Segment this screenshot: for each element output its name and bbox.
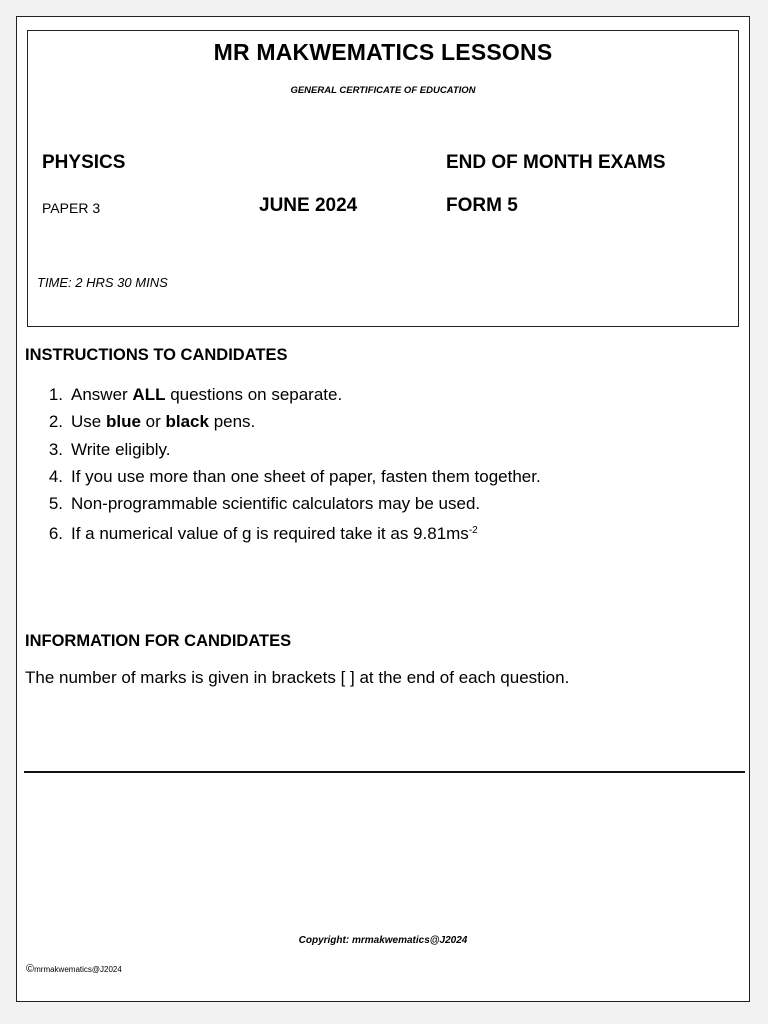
exam-date: JUNE 2024 bbox=[259, 195, 358, 216]
instruction-number: 2. bbox=[48, 412, 63, 432]
instruction-emphasis: black bbox=[165, 412, 209, 432]
instruction-text: Use bbox=[71, 412, 106, 432]
instruction-emphasis: ALL bbox=[132, 385, 166, 404]
instruction-emphasis: blue bbox=[105, 412, 141, 432]
instructions-list bbox=[25, 381, 541, 545]
instruction-item bbox=[25, 517, 541, 544]
instruction-text: questions on separate. bbox=[165, 385, 343, 404]
exam-cover-page bbox=[16, 16, 750, 1002]
instruction-number: 3. bbox=[48, 439, 63, 459]
information-text: The number of marks is given in brackets [ ] at the end of each question. bbox=[25, 668, 570, 687]
instruction-item bbox=[25, 381, 541, 408]
time-allowed: TIME: 2 HRS 30 MINS bbox=[37, 275, 168, 290]
instruction-text: or bbox=[140, 412, 166, 432]
instruction-item bbox=[25, 436, 541, 463]
instruction-item bbox=[25, 463, 541, 490]
header-box bbox=[27, 30, 739, 327]
instruction-text: If a numerical value of g is required take it as 9.81ms bbox=[71, 524, 469, 544]
paper-label: PAPER 3 bbox=[42, 200, 101, 216]
school-title: MR MAKWEMATICS LESSONS bbox=[213, 39, 553, 65]
instruction-text: pens. bbox=[208, 412, 256, 432]
instruction-number: 5. bbox=[48, 494, 63, 514]
copyright-footer bbox=[26, 963, 122, 975]
copyright-footer-text: mrmakwematics@J2024 bbox=[34, 965, 122, 974]
instruction-text: Write eligibly. bbox=[71, 439, 171, 459]
instruction-item bbox=[25, 408, 541, 435]
form-label: FORM 5 bbox=[446, 195, 518, 216]
instruction-item bbox=[25, 490, 541, 517]
certificate-subtitle: GENERAL CERTIFICATE OF EDUCATION bbox=[290, 85, 476, 96]
information-heading: INFORMATION FOR CANDIDATES bbox=[25, 632, 292, 650]
instruction-number: 1. bbox=[48, 385, 63, 404]
instruction-superscript: -2 bbox=[468, 525, 478, 537]
exam-type-label: END OF MONTH EXAMS bbox=[446, 152, 666, 173]
instruction-text: Non-programmable scientific calculators may be used. bbox=[71, 494, 481, 514]
subject-label: PHYSICS bbox=[42, 152, 126, 173]
instruction-text: If you use more than one sheet of paper, fasten them together. bbox=[71, 466, 541, 486]
instruction-text: Answer bbox=[71, 385, 133, 404]
divider-line bbox=[24, 771, 745, 773]
instructions-heading: INSTRUCTIONS TO CANDIDATES bbox=[25, 346, 288, 364]
copyright-symbol-icon: © bbox=[26, 963, 35, 975]
instruction-number: 4. bbox=[48, 466, 63, 486]
instruction-number: 6. bbox=[48, 524, 63, 544]
copyright-notice: Copyright: mrmakwematics@J2024 bbox=[298, 935, 468, 946]
